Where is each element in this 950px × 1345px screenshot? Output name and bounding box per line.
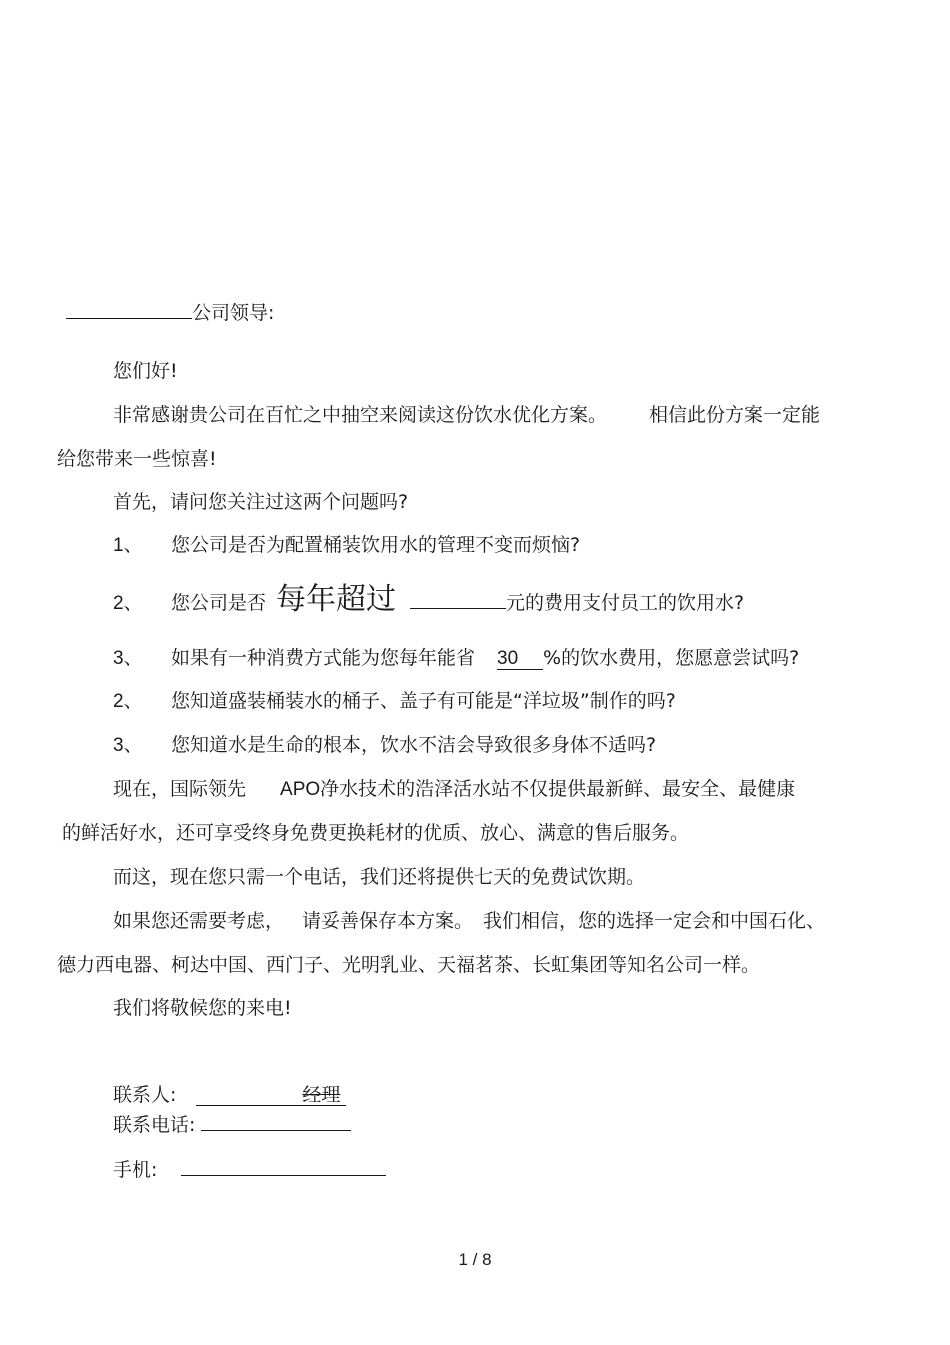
intro-line-1 <box>113 402 820 428</box>
question-number: 1、 <box>113 535 143 556</box>
question-text-pre: 您公司是否 <box>171 592 267 614</box>
body-text: 净水技术的浩泽活水站不仅提供最新鲜、最安全、最健康 <box>320 778 796 800</box>
question-text-post: 元的费用支付员工的饮用水? <box>506 592 745 614</box>
intro-text-b: 相信此份方案一定能 <box>649 404 821 426</box>
question-number: 3、 <box>113 648 143 669</box>
contact-mobile-blank <box>181 1157 386 1176</box>
amount-blank <box>410 590 506 609</box>
intro-line-2: 给您带来一些惊喜! <box>57 448 217 470</box>
body-text: 如果您还需要考虑， <box>113 910 285 932</box>
contact-mobile-line <box>113 1157 386 1183</box>
question-number: 3、 <box>113 735 143 756</box>
question-item <box>113 688 676 715</box>
question-text: 您公司是否为配置桶装饮用水的管理不变而烦恼? <box>171 534 581 556</box>
contact-person-label: 联系人: <box>113 1084 177 1106</box>
question-number: 2、 <box>113 593 143 614</box>
body-text: 我们相信，您的选择一定会和中国石化、 <box>483 910 826 932</box>
question-item <box>113 532 580 559</box>
question-intro: 首先，请问您关注过这两个问题吗? <box>113 491 409 513</box>
savings-percent: 30 <box>497 649 543 670</box>
contact-person-blank <box>196 1085 346 1106</box>
question-text: 您知道水是生命的根本，饮水不洁会导致很多身体不适吗? <box>171 734 657 756</box>
body-paragraph-1-line-1 <box>113 776 795 803</box>
question-item <box>113 645 799 672</box>
body-paragraph-3-line-2: 德力西电器、柯达中国、西门子、光明乳业、天福茗茶、长虹集团等知名公司一样。 <box>57 954 761 976</box>
contact-mobile-label: 手机: <box>113 1159 158 1181</box>
body-paragraph-3-line-1 <box>113 908 825 934</box>
body-paragraph-2: 而这，现在您只需一个电话，我们还将提供七天的免费试饮期。 <box>113 866 646 888</box>
question-text-pre: 如果有一种消费方式能为您每年能省 <box>171 647 476 669</box>
body-paragraph-4: 我们将敬候您的来电! <box>113 997 292 1019</box>
question-text-post: %的饮水费用，您愿意尝试吗? <box>543 647 800 669</box>
greeting: 您们好! <box>113 360 178 382</box>
salutation-line <box>66 300 274 326</box>
question-text: 您知道盛装桶装水的桶子、盖子有可能是“洋垃圾”制作的吗? <box>171 690 676 712</box>
brand-name: APO <box>280 779 321 800</box>
question-item <box>113 732 656 759</box>
contact-phone-blank <box>201 1112 351 1131</box>
contact-person-line <box>113 1082 346 1108</box>
question-emphasis: 每年超过 <box>276 582 397 617</box>
question-item <box>113 582 744 622</box>
company-name-blank <box>66 300 192 319</box>
contact-phone-line <box>113 1112 351 1138</box>
question-number: 2、 <box>113 691 143 712</box>
intro-text-a: 非常感谢贵公司在百忙之中抽空来阅读这份饮水优化方案。 <box>113 404 608 426</box>
salutation-suffix: 公司领导: <box>192 302 275 324</box>
body-text: 现在，国际领先 <box>113 778 247 800</box>
body-text: 请妥善保存本方案。 <box>302 910 474 932</box>
body-paragraph-1-line-2: 的鲜活好水，还可享受终身免费更换耗材的优质、放心、满意的售后服务。 <box>62 822 690 844</box>
contact-phone-label: 联系电话: <box>113 1114 196 1136</box>
contact-person-title: 经理 <box>302 1084 341 1106</box>
page-number: 1 / 8 <box>458 1250 492 1269</box>
